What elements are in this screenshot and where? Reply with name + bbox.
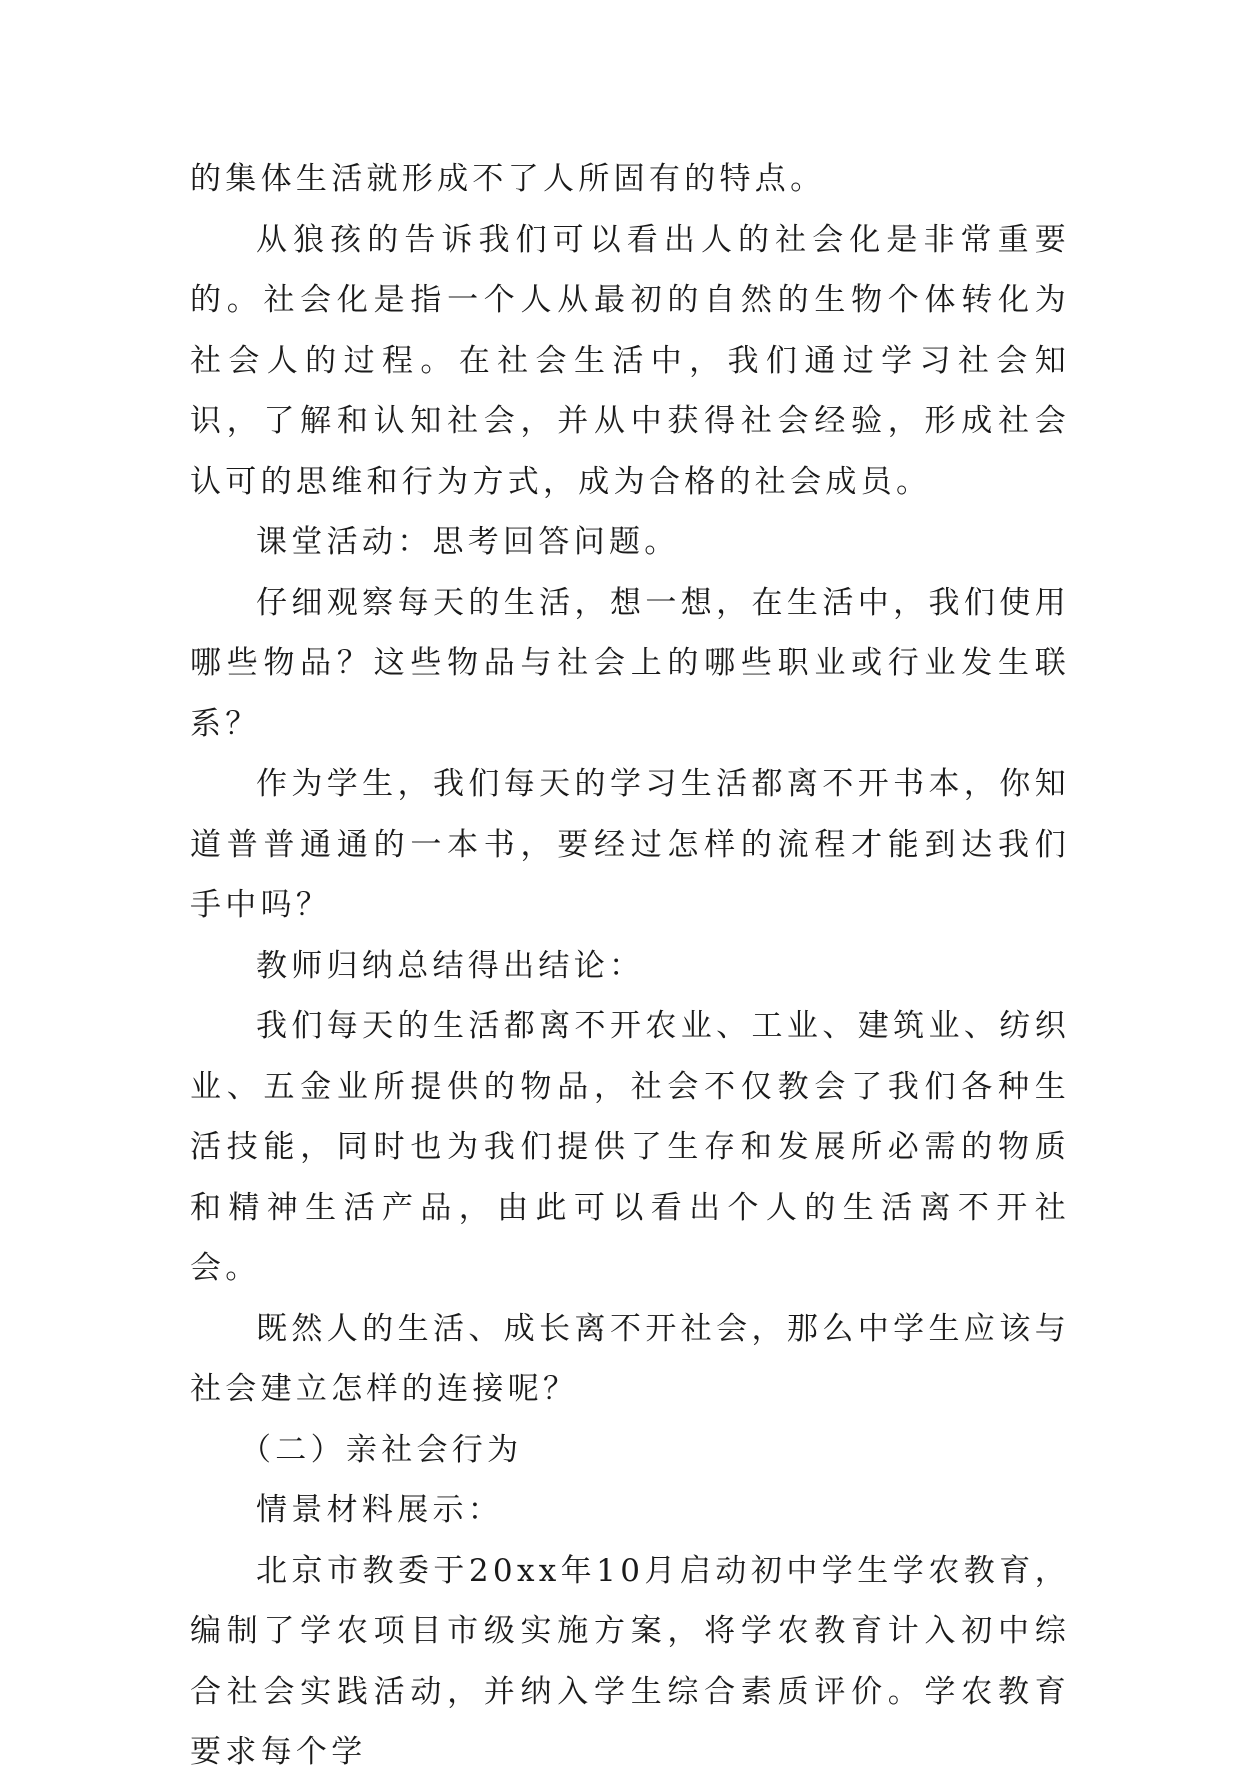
paragraph-class-activity: 课堂活动：思考回答问题。: [256, 524, 680, 560]
paragraph-question-items: 仔细观察每天的生活，想一想，在生活中，我们使用哪些物品？这些物品与社会上的哪些职业或行业发生联系？: [190, 584, 1070, 742]
document-body: [190, 149, 1070, 1783]
paragraph-question-book: 作为学生，我们每天的学习生活都离不开书本，你知道普普通通的一本书，要经过怎样的流程才能到达我们手中吗？: [190, 766, 1070, 923]
paragraph-transition-question: 既然人的生活、成长离不开社会，那么中学生应该与社会建立怎样的连接呢？: [190, 1310, 1070, 1407]
paragraph-teacher-summary: 教师归纳总结得出结论：: [256, 947, 645, 984]
paragraph-beijing-material: 北京市教委于20xx年10月启动初中学生学农教育，编制了学农项目市级实施方案，将学农教育计入初中综合社会实践活动，并纳入学生综合素质评价。学农教育要求每个学: [190, 1552, 1070, 1770]
paragraph-continuation: 的集体生活就形成不了人所固有的特点。: [190, 161, 826, 197]
paragraph-socialization: 从狼孩的告诉我们可以看出人的社会化是非常重要的。社会化是指一个人从最初的自然的生物个体转化为社会人的过程。在社会生活中，我们通过学习社会知识，了解和认知社会，并从中获得社会经验，形成社会认可的思维和行为方式，成为合格的社会成员。: [190, 221, 1070, 500]
paragraph-conclusion: 我们每天的生活都离不开农业、工业、建筑业、纺织业、五金业所提供的物品，社会不仅教会了我们各种生活技能，同时也为我们提供了生存和发展所必需的物质和精神生活产品，由此可以看出个人的生活离不开社会。: [190, 1008, 1070, 1286]
paragraph-scenario-label: 情景材料展示：: [256, 1492, 504, 1528]
section-heading-prosocial: （二）亲社会行为: [240, 1431, 523, 1468]
